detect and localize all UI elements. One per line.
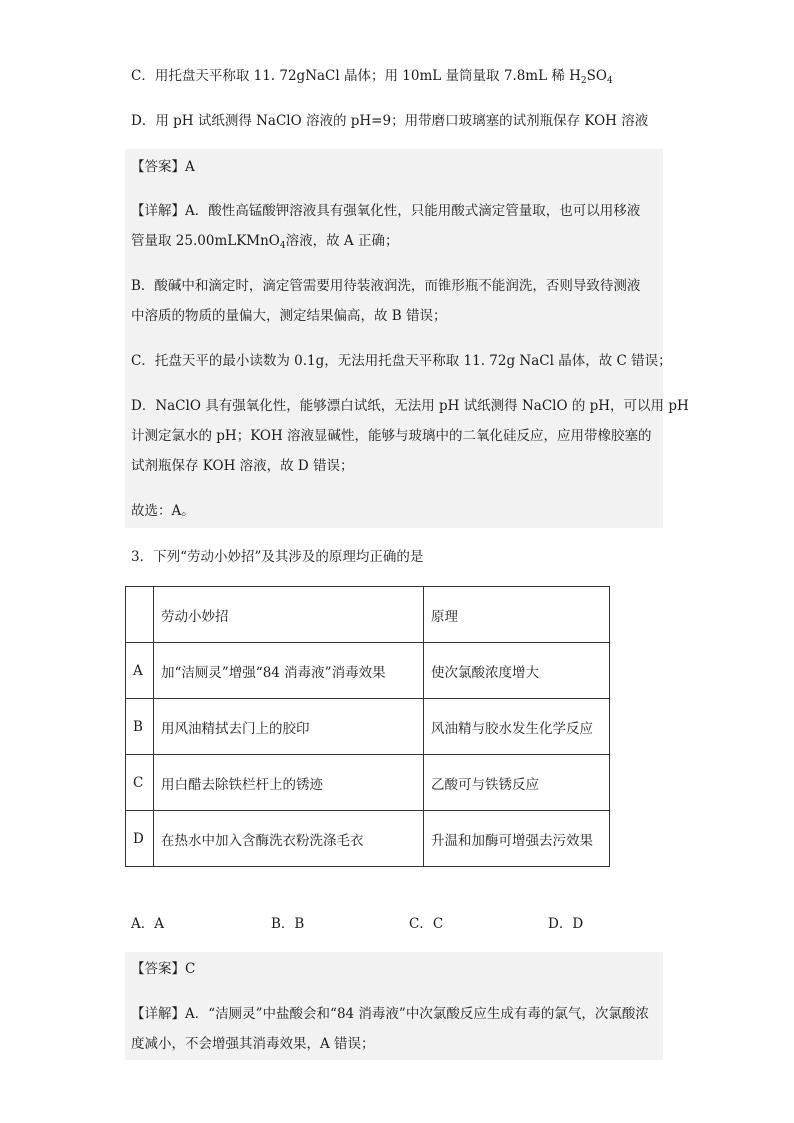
table-cell: C: [126, 755, 154, 811]
answer-label-q3: 【答案】C: [131, 961, 196, 977]
explanation-line: 管量取 25.00mLKMnO$_4$溶液，故 A 正确；: [131, 233, 399, 251]
explanation-line: 试剂瓶保存 KOH 溶液，故 D 错误；: [131, 458, 354, 474]
table-cell: 使次氯酸浓度增大: [424, 643, 610, 699]
table-header-row: [126, 587, 610, 643]
explanation-line: 度减小，不会增强其消毒效果，A 错误；: [131, 1036, 375, 1052]
choice-b: B．B: [271, 916, 305, 932]
table-cell: 升温和加酶可增强去污效果: [424, 811, 610, 867]
table-cell: 在热水中加入含酶洗衣粉洗涤毛衣: [154, 811, 424, 867]
table-cell: B: [126, 699, 154, 755]
table-cell: 乙酸可与铁锈反应: [424, 755, 610, 811]
choice-c: C．C: [409, 916, 444, 932]
table-cell: 风油精与胶水发生化学反应: [424, 699, 610, 755]
table-cell: A: [126, 643, 154, 699]
option-c-text: C．用托盘天平称取 11. 72gNaCl 晶体；用 10mL 量筒量取 7.8mL 稀 $H_2SO_4$: [131, 68, 613, 86]
table-row: [126, 643, 610, 699]
explanation-line: 【详解】A．酸性高锰酸钾溶液具有强氧化性，只能用酸式滴定管量取，也可以用移液: [131, 203, 641, 219]
question-3-stem: 3．下列“劳动小妙招”及其涉及的原理均正确的是: [131, 549, 424, 565]
table-row: [126, 811, 610, 867]
table-header-cell: 原理: [424, 587, 610, 643]
table-cell: 用白醋去除铁栏杆上的锈迹: [154, 755, 424, 811]
table-header-cell: 劳动小妙招: [154, 587, 424, 643]
question-3-table: [125, 586, 610, 867]
explanation-line: 【详解】A．“洁厕灵”中盐酸会和“84 消毒液”中次氯酸反应生成有毒的氯气，次氯酸浓: [131, 1006, 649, 1022]
table-header-cell: [126, 587, 154, 643]
option-d-text: D．用 pH 试纸测得 NaClO 溶液的 pH=9；用带磨口玻璃塞的试剂瓶保存 KOH 溶液: [131, 113, 649, 129]
choice-a: A．A: [131, 916, 164, 932]
explanation-conclusion: 故选：A。: [131, 503, 195, 519]
explanation-line: C．托盘天平的最小读数为 0.1g，无法用托盘天平称取 11. 72g NaCl 晶体，故 C 错误；: [131, 353, 672, 369]
table-cell: 用风油精拭去门上的胶印: [154, 699, 424, 755]
table-cell: 加“洁厕灵”增强“84 消毒液”消毒效果: [154, 643, 424, 699]
explanation-line: 计测定氯水的 pH；KOH 溶液显碱性，能够与玻璃中的二氧化硅反应，应用带橡胶塞的: [131, 428, 652, 444]
explanation-line: D．NaClO 具有强氧化性，能够漂白试纸，无法用 pH 试纸测得 NaClO 的 pH，可以用 pH: [131, 398, 689, 414]
explanation-line: 中溶质的物质的量偏大，测定结果偏高，故 B 错误；: [131, 308, 447, 324]
table-row: [126, 699, 610, 755]
choice-d: D．D: [548, 916, 584, 932]
explanation-line: B．酸碱中和滴定时，滴定管需要用待装液润洗，而锥形瓶不能润洗，否则导致待测液: [131, 278, 641, 294]
table-row: [126, 755, 610, 811]
answer-label-q2: 【答案】A: [131, 159, 195, 175]
table-cell: D: [126, 811, 154, 867]
